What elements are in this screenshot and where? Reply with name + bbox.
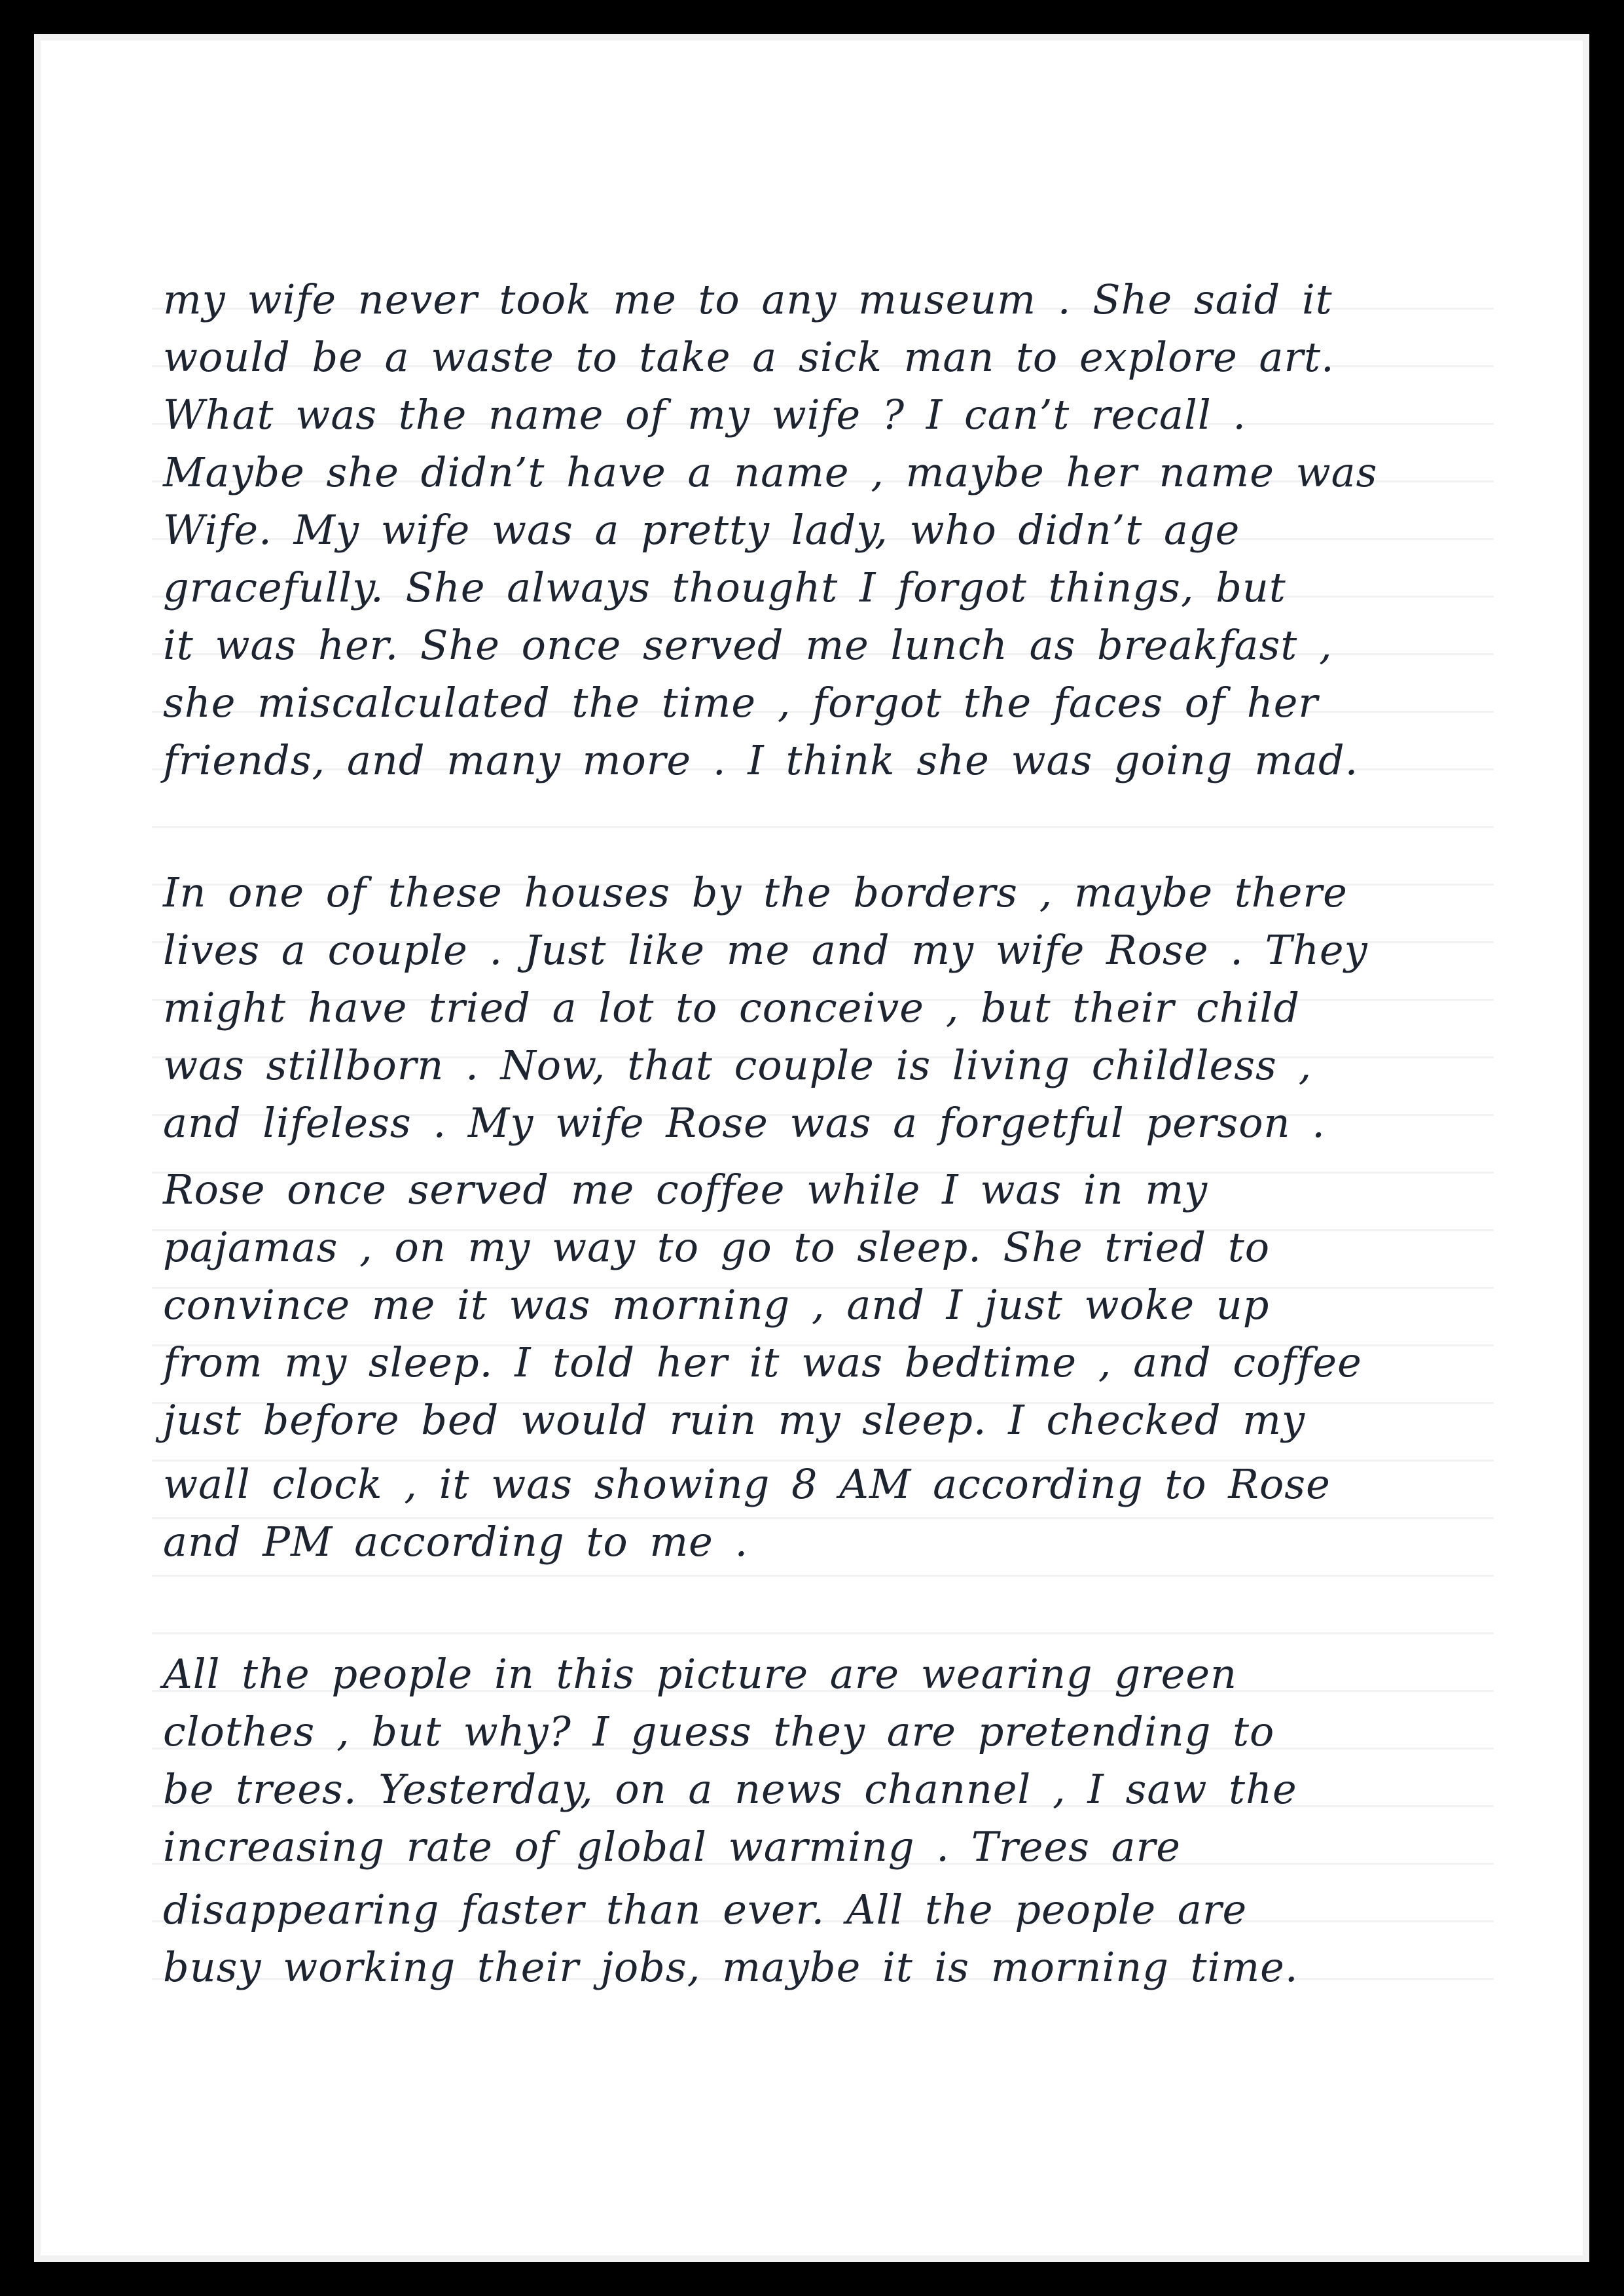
paper-sheet: [34, 34, 1589, 2262]
text-line: gracefully. She always thought I forgot things, but: [163, 564, 1286, 611]
text-line: Wife. My wife was a pretty lady, who didn’t age: [163, 506, 1240, 554]
text-line: What was the name of my wife ? I can’t recall .: [163, 391, 1247, 439]
text-line: pajamas , on my way to go to sleep. She tried to: [163, 1223, 1271, 1271]
text-line: Rose once served me coffee while I was in my: [163, 1166, 1208, 1213]
text-line: my wife never took me to any museum . She said it: [163, 276, 1333, 323]
text-line: friends, and many more . I think she was going mad.: [163, 736, 1359, 784]
text-line: was stillborn . Now, that couple is living childless ,: [163, 1041, 1312, 1089]
text-line: from my sleep. I told her it was bedtime , and coffee: [163, 1338, 1362, 1386]
text-line: and lifeless . My wife Rose was a forgetful person .: [163, 1099, 1326, 1147]
text-line: clothes , but why? I guess they are pretending to: [163, 1708, 1275, 1755]
text-line: disappearing faster than ever. All the people are: [163, 1886, 1248, 1933]
text-line: wall clock , it was showing 8 AM according to Rose: [163, 1460, 1331, 1508]
text-line: lives a couple . Just like me and my wife Rose . They: [163, 926, 1368, 974]
text-line: it was her. She once served me lunch as breakfast ,: [163, 621, 1333, 669]
handwritten-text: [34, 34, 1589, 2262]
text-line: convince me it was morning , and I just woke up: [163, 1281, 1270, 1329]
text-line: and PM according to me .: [163, 1518, 749, 1566]
text-line: busy working their jobs, maybe it is morning time.: [163, 1943, 1299, 1991]
text-line: she miscalculated the time , forgot the faces of her: [163, 679, 1319, 726]
text-line: just before bed would ruin my sleep. I checked my: [163, 1396, 1306, 1444]
text-line: All the people in this picture are wearing green: [163, 1650, 1237, 1698]
text-line: would be a waste to take a sick man to explore art.: [163, 333, 1335, 381]
text-line: be trees. Yesterday, on a news channel , I saw the: [163, 1765, 1297, 1813]
text-line: increasing rate of global warming . Trees are: [163, 1823, 1181, 1871]
text-line: In one of these houses by the borders , maybe there: [163, 869, 1348, 916]
text-line: Maybe she didn’t have a name , maybe her name was: [163, 448, 1378, 496]
text-line: might have tried a lot to conceive , but their child: [163, 984, 1301, 1031]
